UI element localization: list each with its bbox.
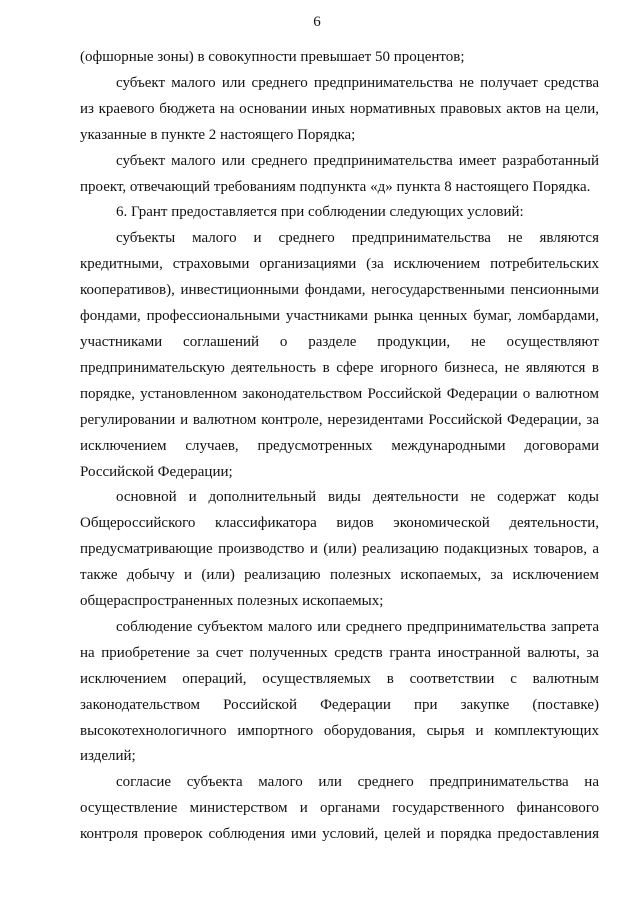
text-line: проект, отвечающий требованиям подпункта «д» пункта 8 настоящего Порядка. <box>80 178 591 195</box>
text-line: основной и дополнительный виды деятельности не содержат коды <box>116 489 599 506</box>
text-line: субъекты малого и среднего предпринимательства не являются <box>116 230 599 247</box>
text-line: порядке, установленном законодательством Российской Федерации о валютном <box>80 385 599 402</box>
text-line: изделий; <box>80 748 136 765</box>
text-line: общераспространенных полезных ископаемых; <box>80 593 384 610</box>
text-line: на приобретение за счет полученных средств гранта иностранной валюты, за <box>80 644 599 661</box>
text-line: кредитными, страховыми организациями (за исключением потребительских <box>80 256 599 273</box>
text-line: регулировании и валютном контроле, нерезидентами Российской Федерации, за <box>80 411 599 428</box>
text-line: высокотехнологичного импортного оборудования, сырья и комплектующих <box>80 722 599 739</box>
text-line: соблюдение субъектом малого или среднего предпринимательства запрета <box>116 618 599 635</box>
text-line: из краевого бюджета на основании иных нормативных правовых актов на цели, <box>80 100 599 117</box>
text-line: осуществление министерством и органами государственного финансового <box>80 800 599 817</box>
text-line: контроля проверок соблюдения ими условий, целей и порядка предоставления <box>80 826 599 843</box>
text-line: исключением случаев, предусмотренных международными договорами <box>80 437 599 454</box>
page-number: 6 <box>313 14 321 30</box>
text-line: фондами, профессиональными участниками рынка ценных бумаг, ломбардами, <box>80 308 599 325</box>
text-line: (офшорные зоны) в совокупности превышает 50 процентов; <box>80 49 465 65</box>
text-line: Общероссийского классификатора видов экономической деятельности, <box>80 515 599 532</box>
text-line: субъект малого или среднего предпринимательства имеет разработанный <box>116 152 599 169</box>
text-line: указанные в пункте 2 настоящего Порядка; <box>80 126 356 143</box>
text-line: также добычу и (или) реализацию полезных ископаемых, за исключением <box>80 567 599 584</box>
text-line: согласие субъекта малого или среднего предпринимательства на <box>116 774 599 791</box>
text-line: Российской Федерации; <box>80 463 233 480</box>
text-line: субъект малого или среднего предпринимательства не получает средства <box>116 74 599 91</box>
text-line: предусматривающие производство и (или) реализацию подакцизных товаров, а <box>80 541 599 558</box>
document-body <box>80 45 599 848</box>
text-line: законодательством Российской Федерации при закупке (поставке) <box>80 696 599 713</box>
text-line: 6. Грант предоставляется при соблюдении следующих условий: <box>116 204 524 221</box>
text-line: предпринимательскую деятельность в сфере игорного бизнеса, не являются в <box>80 359 599 376</box>
text-line: кооперативов), инвестиционными фондами, негосударственными пенсионными <box>80 282 599 299</box>
text-line: исключением операций, осуществляемых в соответствии с валютным <box>80 670 599 687</box>
text-line: участниками соглашений о разделе продукции, не осуществляют <box>80 333 599 350</box>
